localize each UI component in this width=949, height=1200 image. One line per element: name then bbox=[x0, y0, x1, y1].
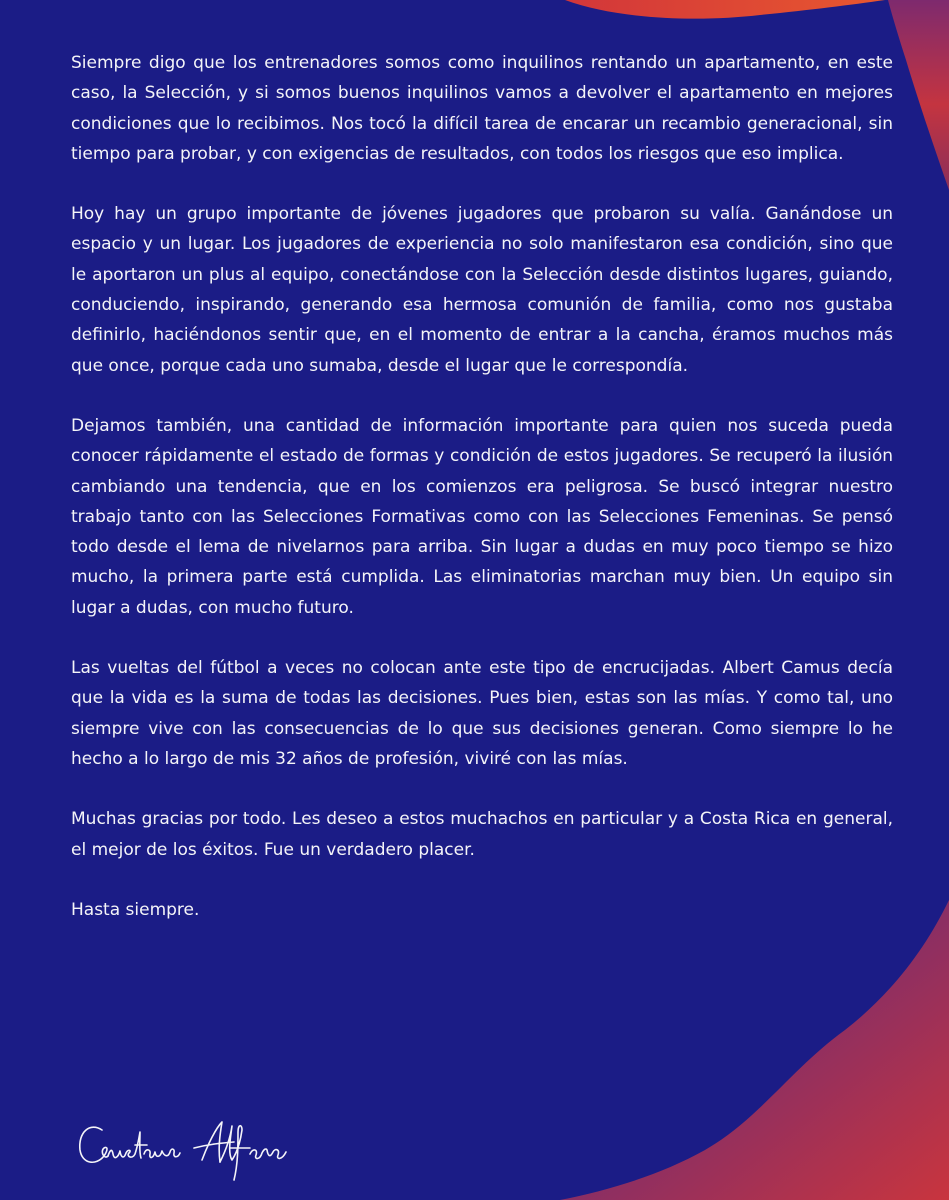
right-edge-shape bbox=[888, 0, 949, 190]
handwritten-signature bbox=[74, 1118, 314, 1188]
paragraph-2: Hoy hay un grupo importante de jóvenes jugadores que probaron su valía. Ganándose un espacio y un lugar. Los jugadores de experiencia no solo manifestaron esa condición, sino que le aportaron un plus al equipo, conectándose con la Selección desde distintos lugares, guiando, conduciendo, inspirando, generando esa hermosa comunión de familia, como nos gustaba definirlo, haciéndonos sentir que, en el momento de entrar a la cancha, éramos muchos más que once, porque cada uno sumaba, desde el lugar que le correspondía. bbox=[71, 204, 893, 376]
top-wave-shape bbox=[565, 0, 885, 19]
paragraph-3: Dejamos también, una cantidad de información importante para quien nos suceda pueda conocer rápidamente el estado de formas y condición de estos jugadores. Se recuperó la ilusión cambiando una tendencia, que en los comienzos era peligrosa. Se buscó integrar nuestro trabajo tanto con las Selecciones Formativas como con las Selecciones Femeninas. Se pensó todo desde el lema de nivelarnos para arriba. Sin lugar a dudas en muy poco tiempo se hizo mucho, la primera parte está cumplida. Las eliminatorias marchan muy bien. Un equipo sin lugar a dudas, con mucho futuro. bbox=[71, 415, 893, 618]
letter-body bbox=[71, 48, 893, 925]
paragraph-5: Muchas gracias por todo. Les deseo a estos muchachos en particular y a Costa Rica en general, el mejor de los éxitos. Fue un verdadero placer. bbox=[71, 809, 893, 860]
paragraph-4: Las vueltas del fútbol a veces no colocan ante este tipo de encrucijadas. Albert Camus decía que la vida es la suma de todas las decisiones. Pues bien, estas son las mías. Y como tal, uno siempre vive con las consecuencias de lo que sus decisiones generan. Como siempre lo he hecho a lo largo de mis 32 años de profesión, viviré con las mías. bbox=[71, 658, 893, 769]
bottom-right-wave-shape bbox=[560, 900, 949, 1200]
closing-line: Hasta siempre. bbox=[71, 899, 200, 920]
paragraph-1: Siempre digo que los entrenadores somos como inquilinos rentando un apartamento, en este caso, la Selección, y si somos buenos inquilinos vamos a devolver el apartamento en mejores condiciones que lo recibimos. Nos tocó la difícil tarea de encarar un recambio generacional, sin tiempo para probar, y con exigencias de resultados, con todos los riesgos que eso implica. bbox=[71, 53, 893, 164]
